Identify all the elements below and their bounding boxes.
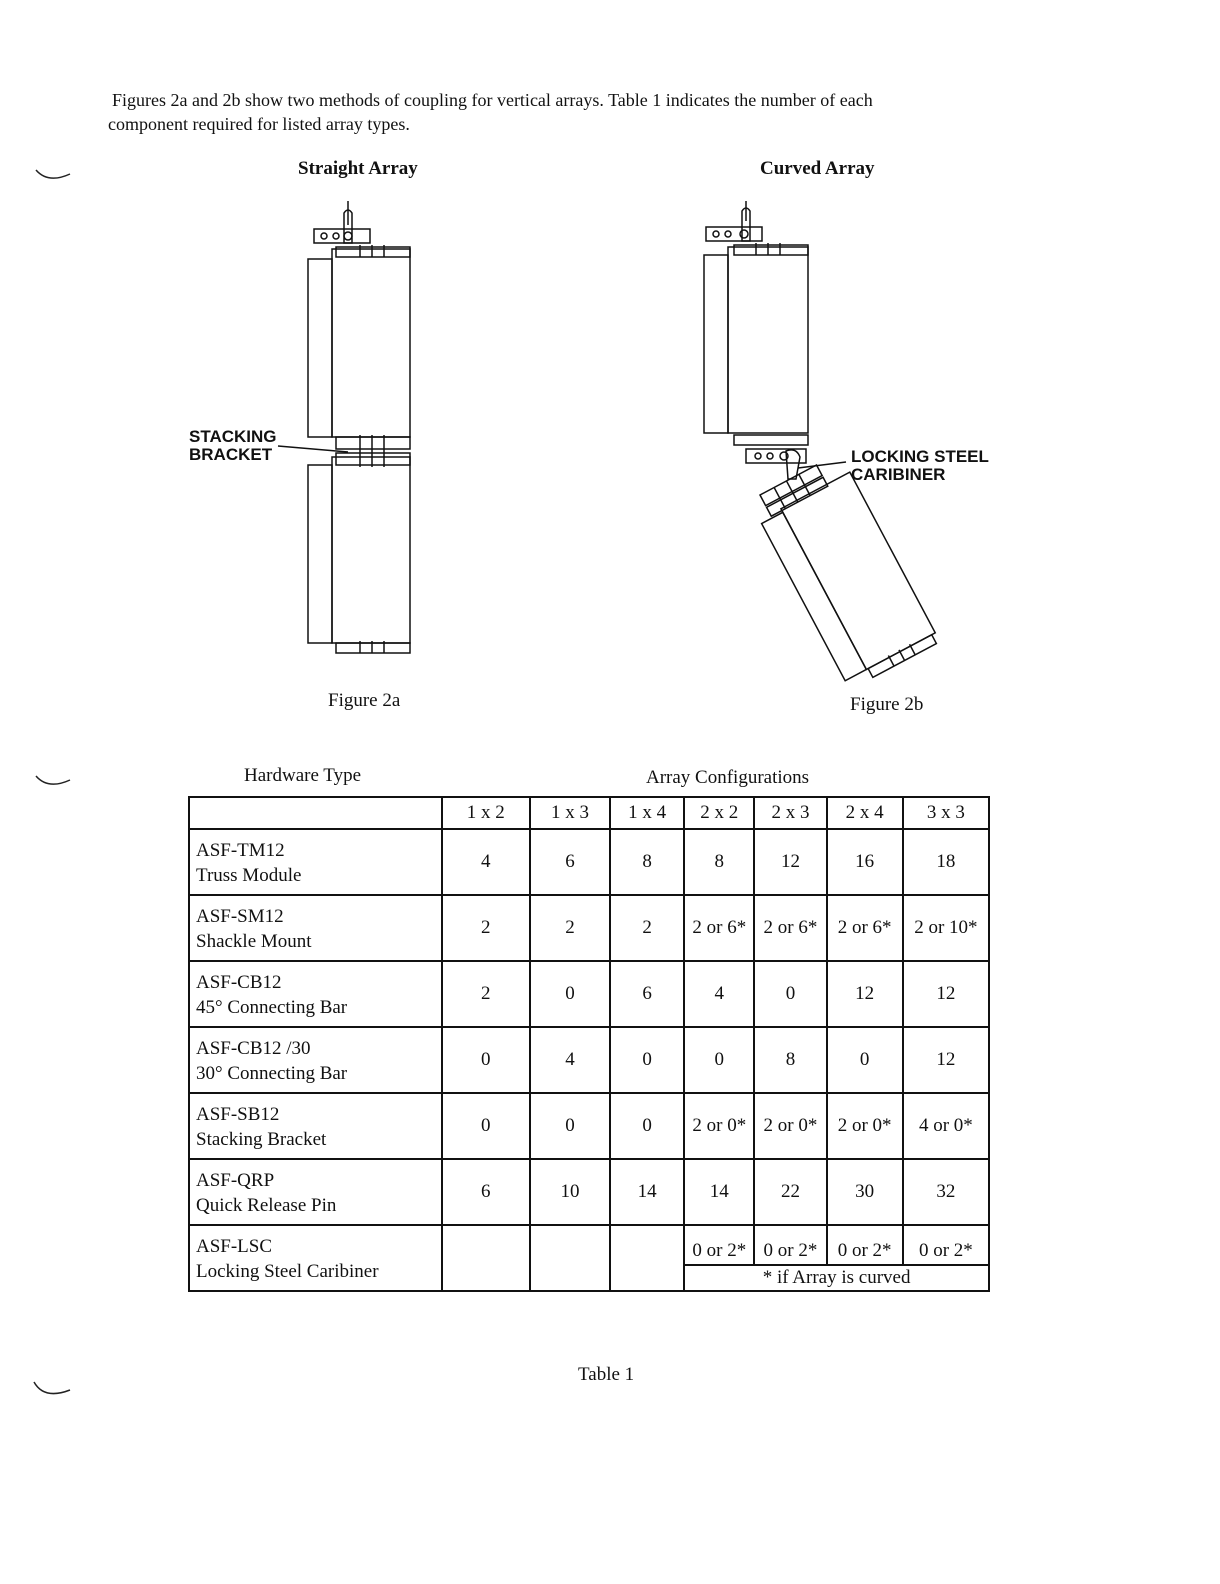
- table-cell: 0: [754, 961, 826, 1027]
- intro-line-2: component required for listed array types.: [108, 114, 410, 134]
- table-cell: 0 or 2*: [827, 1225, 903, 1265]
- table-cell: 0: [827, 1027, 903, 1093]
- table-cell: [530, 1225, 610, 1291]
- table-cell: 14: [610, 1159, 684, 1225]
- column-header: 1 x 3: [530, 797, 610, 829]
- intro-paragraph: [108, 88, 1048, 136]
- hardware-name-cell: ASF-CB12 /30 30° Connecting Bar: [189, 1027, 442, 1093]
- curved-array-title: Curved Array: [760, 158, 875, 179]
- table-cell: 6: [610, 961, 684, 1027]
- table-cell: 2 or 6*: [827, 895, 903, 961]
- table-cell: 0: [530, 1093, 610, 1159]
- figure-2b-caption: Figure 2b: [850, 694, 924, 715]
- table-cell: 0: [530, 961, 610, 1027]
- table-cell: 0: [610, 1027, 684, 1093]
- hardware-type-header: Hardware Type: [244, 765, 362, 786]
- table-cell: 8: [754, 1027, 826, 1093]
- table-cell: 14: [684, 1159, 754, 1225]
- table-row: [189, 1225, 989, 1265]
- column-header: 2 x 4: [827, 797, 903, 829]
- binder-mark-top: [34, 166, 74, 186]
- binder-mark-bottom: [32, 1380, 72, 1404]
- table-cell: 4 or 0*: [903, 1093, 989, 1159]
- table-cell: 6: [530, 829, 610, 895]
- table-cell: [610, 1225, 684, 1291]
- footnote-cell: * if Array is curved: [684, 1265, 989, 1291]
- table-cell: 12: [754, 829, 826, 895]
- table-cell: 22: [754, 1159, 826, 1225]
- hardware-name-cell: ASF-CB12 45° Connecting Bar: [189, 961, 442, 1027]
- table-cell: 0: [610, 1093, 684, 1159]
- intro-line-1: Figures 2a and 2b show two methods of coupling for vertical arrays. Table 1 indicates the number of each: [112, 90, 873, 110]
- stacking-bracket-leader: [276, 444, 356, 456]
- table-cell: 0 or 2*: [754, 1225, 826, 1265]
- table-cell: 0 or 2*: [684, 1225, 754, 1265]
- table-cell: 4: [530, 1027, 610, 1093]
- hardware-name-cell: ASF-SB12 Stacking Bracket: [189, 1093, 442, 1159]
- caribiner-callout: LOCKING STEEL CARIBINER: [851, 447, 989, 484]
- array-configurations-header: Array Configurations: [646, 767, 810, 788]
- caribiner-leader: [796, 458, 850, 472]
- table-cell: 4: [684, 961, 754, 1027]
- table-cell: 10: [530, 1159, 610, 1225]
- table-cell: 6: [442, 1159, 530, 1225]
- column-header: 3 x 3: [903, 797, 989, 829]
- table-cell: 30: [827, 1159, 903, 1225]
- table-row: [189, 1027, 989, 1093]
- table-cell: 4: [442, 829, 530, 895]
- table-cell: 8: [684, 829, 754, 895]
- table-cell: 16: [827, 829, 903, 895]
- table-cell: 2 or 6*: [754, 895, 826, 961]
- hardware-name-cell: ASF-TM12 Truss Module: [189, 829, 442, 895]
- table-row: [189, 829, 989, 895]
- table-cell: 2 or 10*: [903, 895, 989, 961]
- table-cell: 2: [530, 895, 610, 961]
- stacking-bracket-callout: STACKING BRACKET: [189, 427, 277, 464]
- column-header: 2 x 3: [754, 797, 826, 829]
- table-cell: 12: [827, 961, 903, 1027]
- table-cell: [442, 1225, 530, 1291]
- header-blank-cell: [189, 797, 442, 829]
- table-caption: Table 1: [578, 1364, 635, 1385]
- column-header: 2 x 2: [684, 797, 754, 829]
- table-cell: 2: [442, 961, 530, 1027]
- table-cell: 18: [903, 829, 989, 895]
- column-header: 1 x 4: [610, 797, 684, 829]
- table-cell: 2: [442, 895, 530, 961]
- table-header-row: [189, 797, 989, 829]
- hardware-table: [188, 796, 990, 1292]
- straight-array-diagram: [290, 195, 430, 665]
- table-cell: 2 or 6*: [684, 895, 754, 961]
- table-cell: 0 or 2*: [903, 1225, 989, 1265]
- table-cell: 2 or 0*: [827, 1093, 903, 1159]
- table-row: [189, 895, 989, 961]
- table-cell: 2: [610, 895, 684, 961]
- table-cell: 0: [442, 1027, 530, 1093]
- hardware-name-cell: ASF-SM12 Shackle Mount: [189, 895, 442, 961]
- hardware-name-cell: ASF-LSC Locking Steel Caribiner: [189, 1225, 442, 1291]
- binder-mark-middle: [34, 772, 74, 792]
- table-cell: 2 or 0*: [754, 1093, 826, 1159]
- table-cell: 8: [610, 829, 684, 895]
- table-cell: 32: [903, 1159, 989, 1225]
- table-row: [189, 1093, 989, 1159]
- table-cell: 12: [903, 1027, 989, 1093]
- figure-2a-caption: Figure 2a: [328, 690, 401, 711]
- hardware-name-cell: ASF-QRP Quick Release Pin: [189, 1159, 442, 1225]
- column-header: 1 x 2: [442, 797, 530, 829]
- table-cell: 0: [684, 1027, 754, 1093]
- table-cell: 12: [903, 961, 989, 1027]
- table-row: [189, 1159, 989, 1225]
- table-row: [189, 961, 989, 1027]
- table-cell: 2 or 0*: [684, 1093, 754, 1159]
- straight-array-title: Straight Array: [298, 158, 418, 179]
- table-cell: 0: [442, 1093, 530, 1159]
